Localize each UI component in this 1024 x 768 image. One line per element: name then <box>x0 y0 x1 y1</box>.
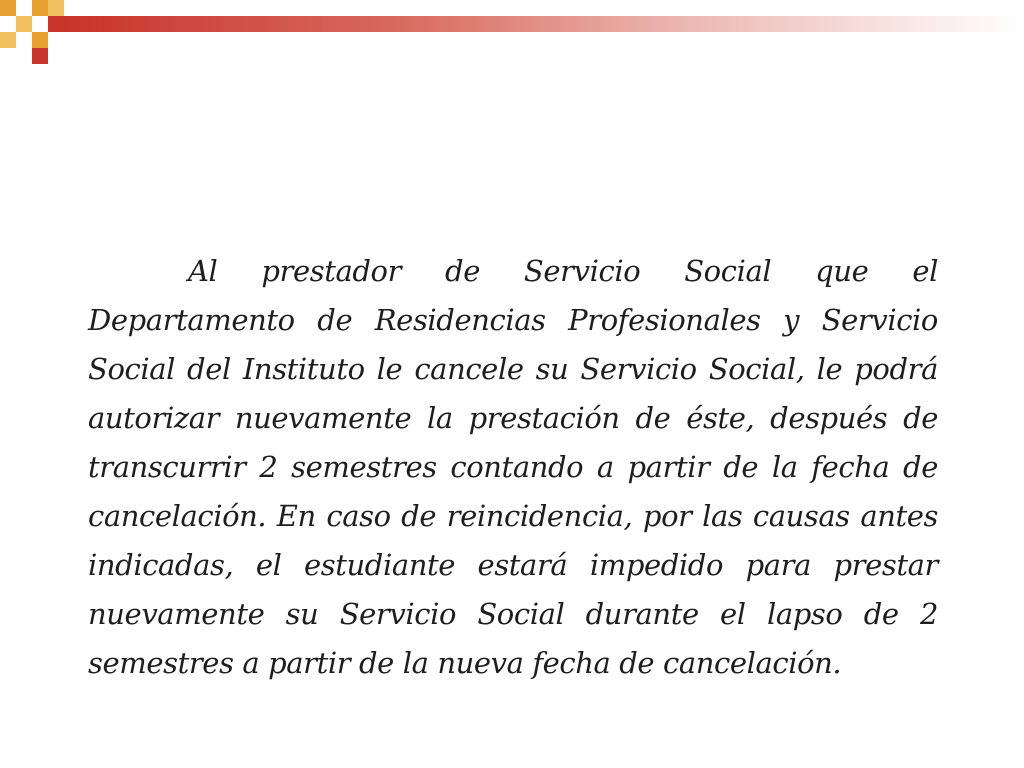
corner-decoration <box>0 0 80 64</box>
decor-square <box>32 32 48 48</box>
decor-square <box>48 0 64 16</box>
decor-square <box>0 0 16 16</box>
top-gradient-bar <box>64 16 1024 32</box>
decor-square <box>0 32 16 48</box>
decor-square <box>32 48 48 64</box>
body-paragraph: Al prestador de Servicio Social que el Departamento de Residencias Profesionales y Servicio Social del Instituto le cancele su Servicio Social, le podrá autorizar nuevamente la prestación de éste, después de transcurrir 2 semestres contando a partir de la fecha de cancelación. En caso de reincidencia, por las causas antes indicadas, el estudiante estará impedido para prestar nuevamente su Servicio Social durante el lapso de 2 semestres a partir de la nueva fecha de cancelación. <box>88 254 938 680</box>
decor-square <box>32 0 48 16</box>
decor-square <box>48 16 64 32</box>
decor-square <box>16 16 32 32</box>
